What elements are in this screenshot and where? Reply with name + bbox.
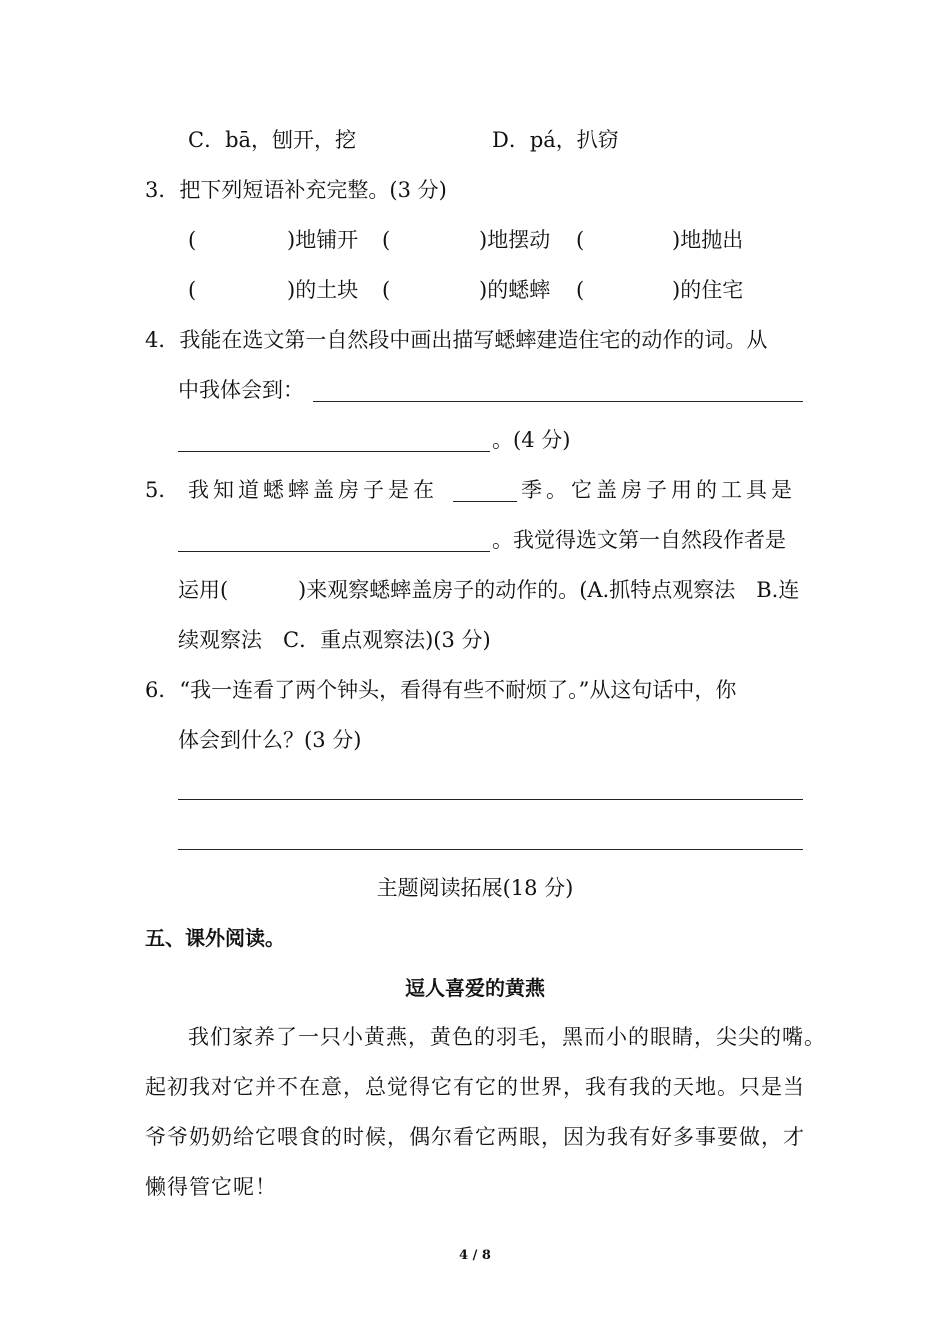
paren-open: ( <box>576 228 585 252</box>
page-number: 4 / 8 <box>459 1248 491 1263</box>
article-line: 爷爷奶奶给它喂食的时候，偶尔看它两眼，因为我有好多事要做，才 <box>145 1125 805 1149</box>
article-title: 逗人喜爱的黄燕 <box>405 976 545 1000</box>
question-5-text-5: )来观察蟋蟀盖房子的动作的。(A.抓特点观察法 B.连 <box>298 578 800 602</box>
fill-item: )的住宅 <box>672 278 744 302</box>
question-6 <box>145 675 736 705</box>
question-number: 5． <box>145 478 180 502</box>
question-text: “我一连看了两个钟头，看得有些不耐烦了。”从这句话中，你 <box>179 678 737 702</box>
season-blank[interactable] <box>453 501 517 502</box>
question-3 <box>145 175 447 205</box>
paren-open: ( <box>188 278 197 302</box>
fill-item: )地摆动 <box>479 228 551 252</box>
article-line: 我们家养了一只小黄燕，黄色的羽毛，黑而小的眼睛，尖尖的嘴。 <box>188 1025 826 1049</box>
answer-blank[interactable] <box>178 451 490 452</box>
option-d: D．pá，扒窃 <box>492 128 619 152</box>
question-number: 3． <box>145 178 180 202</box>
question-6-line-2: 体会到什么？(3 分) <box>178 728 362 752</box>
part-five-heading: 五、课外阅读。 <box>145 926 285 950</box>
tool-blank[interactable] <box>178 551 490 552</box>
question-5-text-3: 。我觉得选文第一自然段作者是 <box>492 528 786 552</box>
answer-line[interactable] <box>178 799 803 800</box>
question-text: 我能在选文第一自然段中画出描写蟋蟀建造住宅的动作的词。从 <box>179 328 768 352</box>
answer-line[interactable] <box>178 849 803 850</box>
question-4 <box>145 325 767 355</box>
question-5 <box>145 475 179 505</box>
question-5-text-6: 续观察法 C．重点观察法)(3 分) <box>178 628 491 652</box>
fill-item: )的蟋蟀 <box>479 278 551 302</box>
question-4-score: 。(4 分) <box>492 428 571 452</box>
article-line: 懒得管它呢！ <box>145 1175 277 1199</box>
paren-open: ( <box>188 228 197 252</box>
question-number: 4． <box>145 328 180 352</box>
paren-open: ( <box>382 228 391 252</box>
answer-blank[interactable] <box>313 401 803 402</box>
question-text: 把下列短语补充完整。(3 分) <box>179 178 447 202</box>
option-c: C．bā，刨开，挖 <box>188 128 357 152</box>
section-heading: 主题阅读拓展(18 分) <box>376 876 574 900</box>
fill-item: )地铺开 <box>287 228 359 252</box>
fill-item: )地抛出 <box>672 228 744 252</box>
article-line: 起初我对它并不在意，总觉得它有它的世界，我有我的天地。只是当 <box>145 1075 805 1099</box>
question-5-text-4: 运用( <box>178 578 229 602</box>
question-number: 6． <box>145 678 180 702</box>
fill-row-1 <box>188 225 196 255</box>
fill-item: )的土块 <box>287 278 359 302</box>
paren-open: ( <box>382 278 391 302</box>
paren-open: ( <box>576 278 585 302</box>
question-4-line-2: 中我体会到： <box>178 378 304 402</box>
question-5-text-2: 季。它盖房子用的工具是 <box>521 478 796 502</box>
question-5-text: 我知道蟋蟀盖房子是在 <box>188 478 438 502</box>
